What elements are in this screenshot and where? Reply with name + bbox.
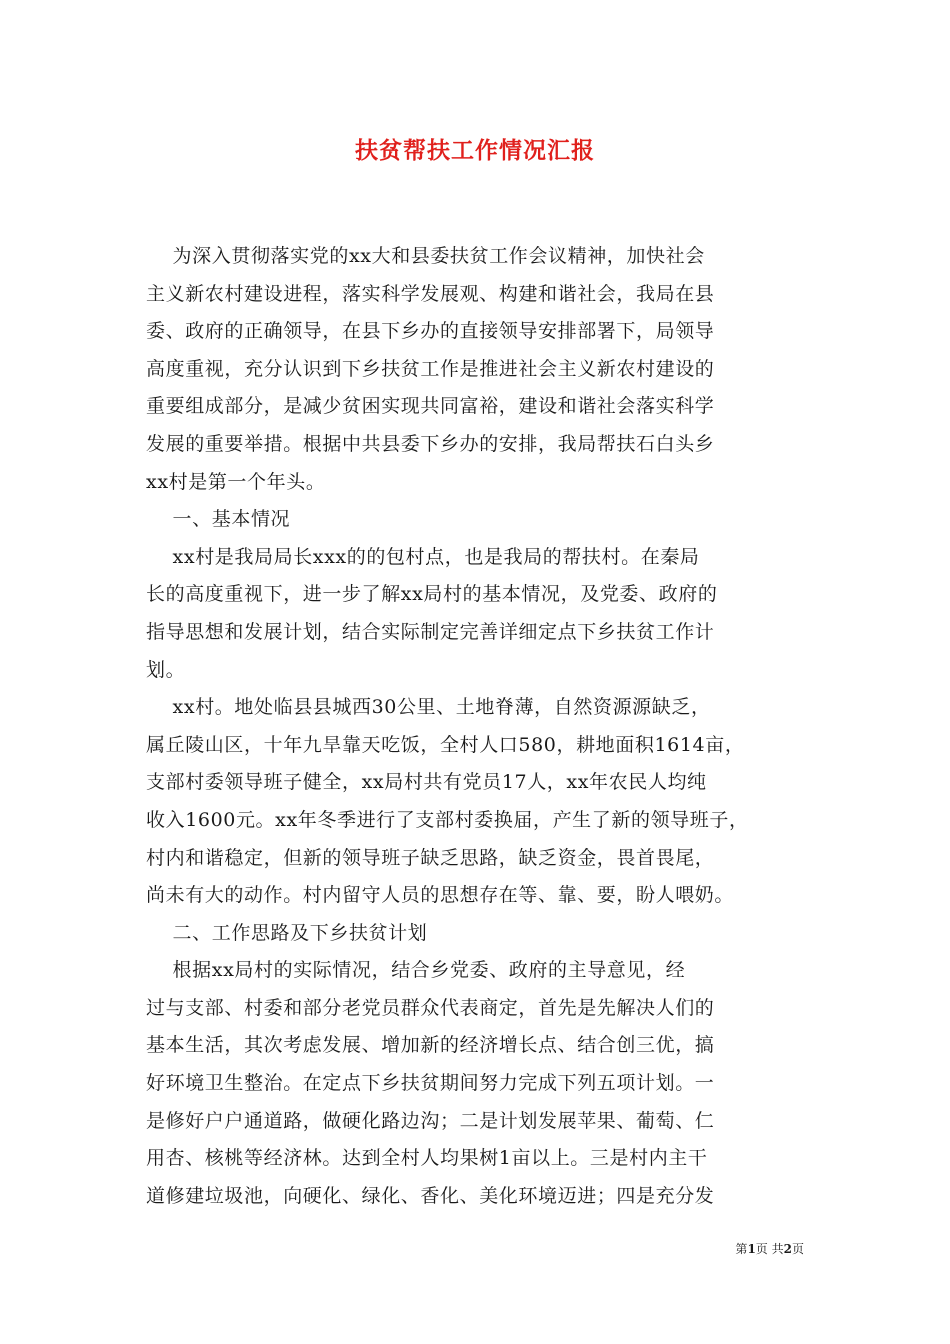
page-number <box>735 1240 804 1257</box>
paragraph-line: 重要组成部分，是减少贫困实现共同富裕，建设和谐社会落实科学 <box>146 395 715 418</box>
page-number-suffix: 页 <box>791 1242 804 1256</box>
section-heading: 二、工作思路及下乡扶贫计划 <box>146 921 428 944</box>
paragraph-line: 过与支部、村委和部分老党员群众代表商定，首先是先解决人们的 <box>146 996 715 1019</box>
current-page: 1 <box>747 1242 756 1256</box>
paragraph-line: 指导思想和发展计划，结合实际制定完善详细定点下乡扶贫工作计 <box>146 620 715 643</box>
paragraph-line: 道修建垃圾池，向硬化、绿化、香化、美化环境迈进；四是充分发 <box>146 1184 715 1207</box>
page-number-prefix: 第 <box>735 1242 748 1256</box>
paragraph-line: 好环境卫生整治。在定点下乡扶贫期间努力完成下列五项计划。一 <box>146 1072 715 1095</box>
total-pages: 2 <box>783 1242 792 1256</box>
paragraph-line: 用杏、核桃等经济林。达到全村人均果树1亩以上。三是村内主干 <box>146 1147 708 1170</box>
document-title: 扶贫帮扶工作情况汇报 <box>355 137 595 164</box>
paragraph-line: 是修好户户通道路，做硬化路边沟；二是计划发展苹果、葡萄、仁 <box>146 1109 715 1132</box>
paragraph-line: 根据xx局村的实际情况，结合乡党委、政府的主导意见，经 <box>146 959 686 982</box>
paragraph-line: 为深入贯彻落实党的xx大和县委扶贫工作会议精神，加快社会 <box>146 245 705 267</box>
paragraph-line: xx村。地处临县县城西30公里、土地脊薄，自然资源源缺乏， <box>146 696 711 719</box>
page-number-middle: 页 共 <box>755 1242 784 1256</box>
paragraph-line: 尚未有大的动作。村内留守人员的思想存在等、靠、要，盼人喂奶。 <box>146 884 735 907</box>
paragraph-line: 基本生活，其次考虑发展、增加新的经济增长点、结合创三优，搞 <box>146 1034 715 1057</box>
paragraph-line: 划。 <box>146 658 186 681</box>
paragraph-line: xx村是第一个年头。 <box>146 470 326 493</box>
paragraph-line: 支部村委领导班子健全，xx局村共有党员17人，xx年农民人均纯 <box>146 771 707 794</box>
paragraph-line: 村内和谐稳定，但新的领导班子缺乏思路，缺乏资金，畏首畏尾， <box>146 846 715 869</box>
paragraph-line: 发展的重要举措。根据中共县委下乡办的安排，我局帮扶石白头乡 <box>146 432 715 455</box>
paragraph-line: 属丘陵山区，十年九旱靠天吃饭，全村人口580，耕地面积1614亩， <box>146 733 745 756</box>
paragraph-line: 收入1600元。xx年冬季进行了支部村委换届，产生了新的领导班子， <box>146 808 749 831</box>
paragraph-line: 高度重视，充分认识到下乡扶贫工作是推进社会主义新农村建设的 <box>146 357 715 380</box>
document-body <box>146 238 810 1215</box>
paragraph-line: 长的高度重视下，进一步了解xx局村的基本情况，及党委、政府的 <box>146 583 718 606</box>
section-heading: 一、基本情况 <box>146 508 291 531</box>
paragraph-line: xx村是我局局长xxx的的包村点，也是我局的帮扶村。在秦局 <box>146 545 700 568</box>
paragraph-line: 委、政府的正确领导，在县下乡办的直接领导安排部署下，局领导 <box>146 320 715 343</box>
paragraph-line: 主义新农村建设进程，落实科学发展观、构建和谐社会，我局在县 <box>146 282 715 305</box>
